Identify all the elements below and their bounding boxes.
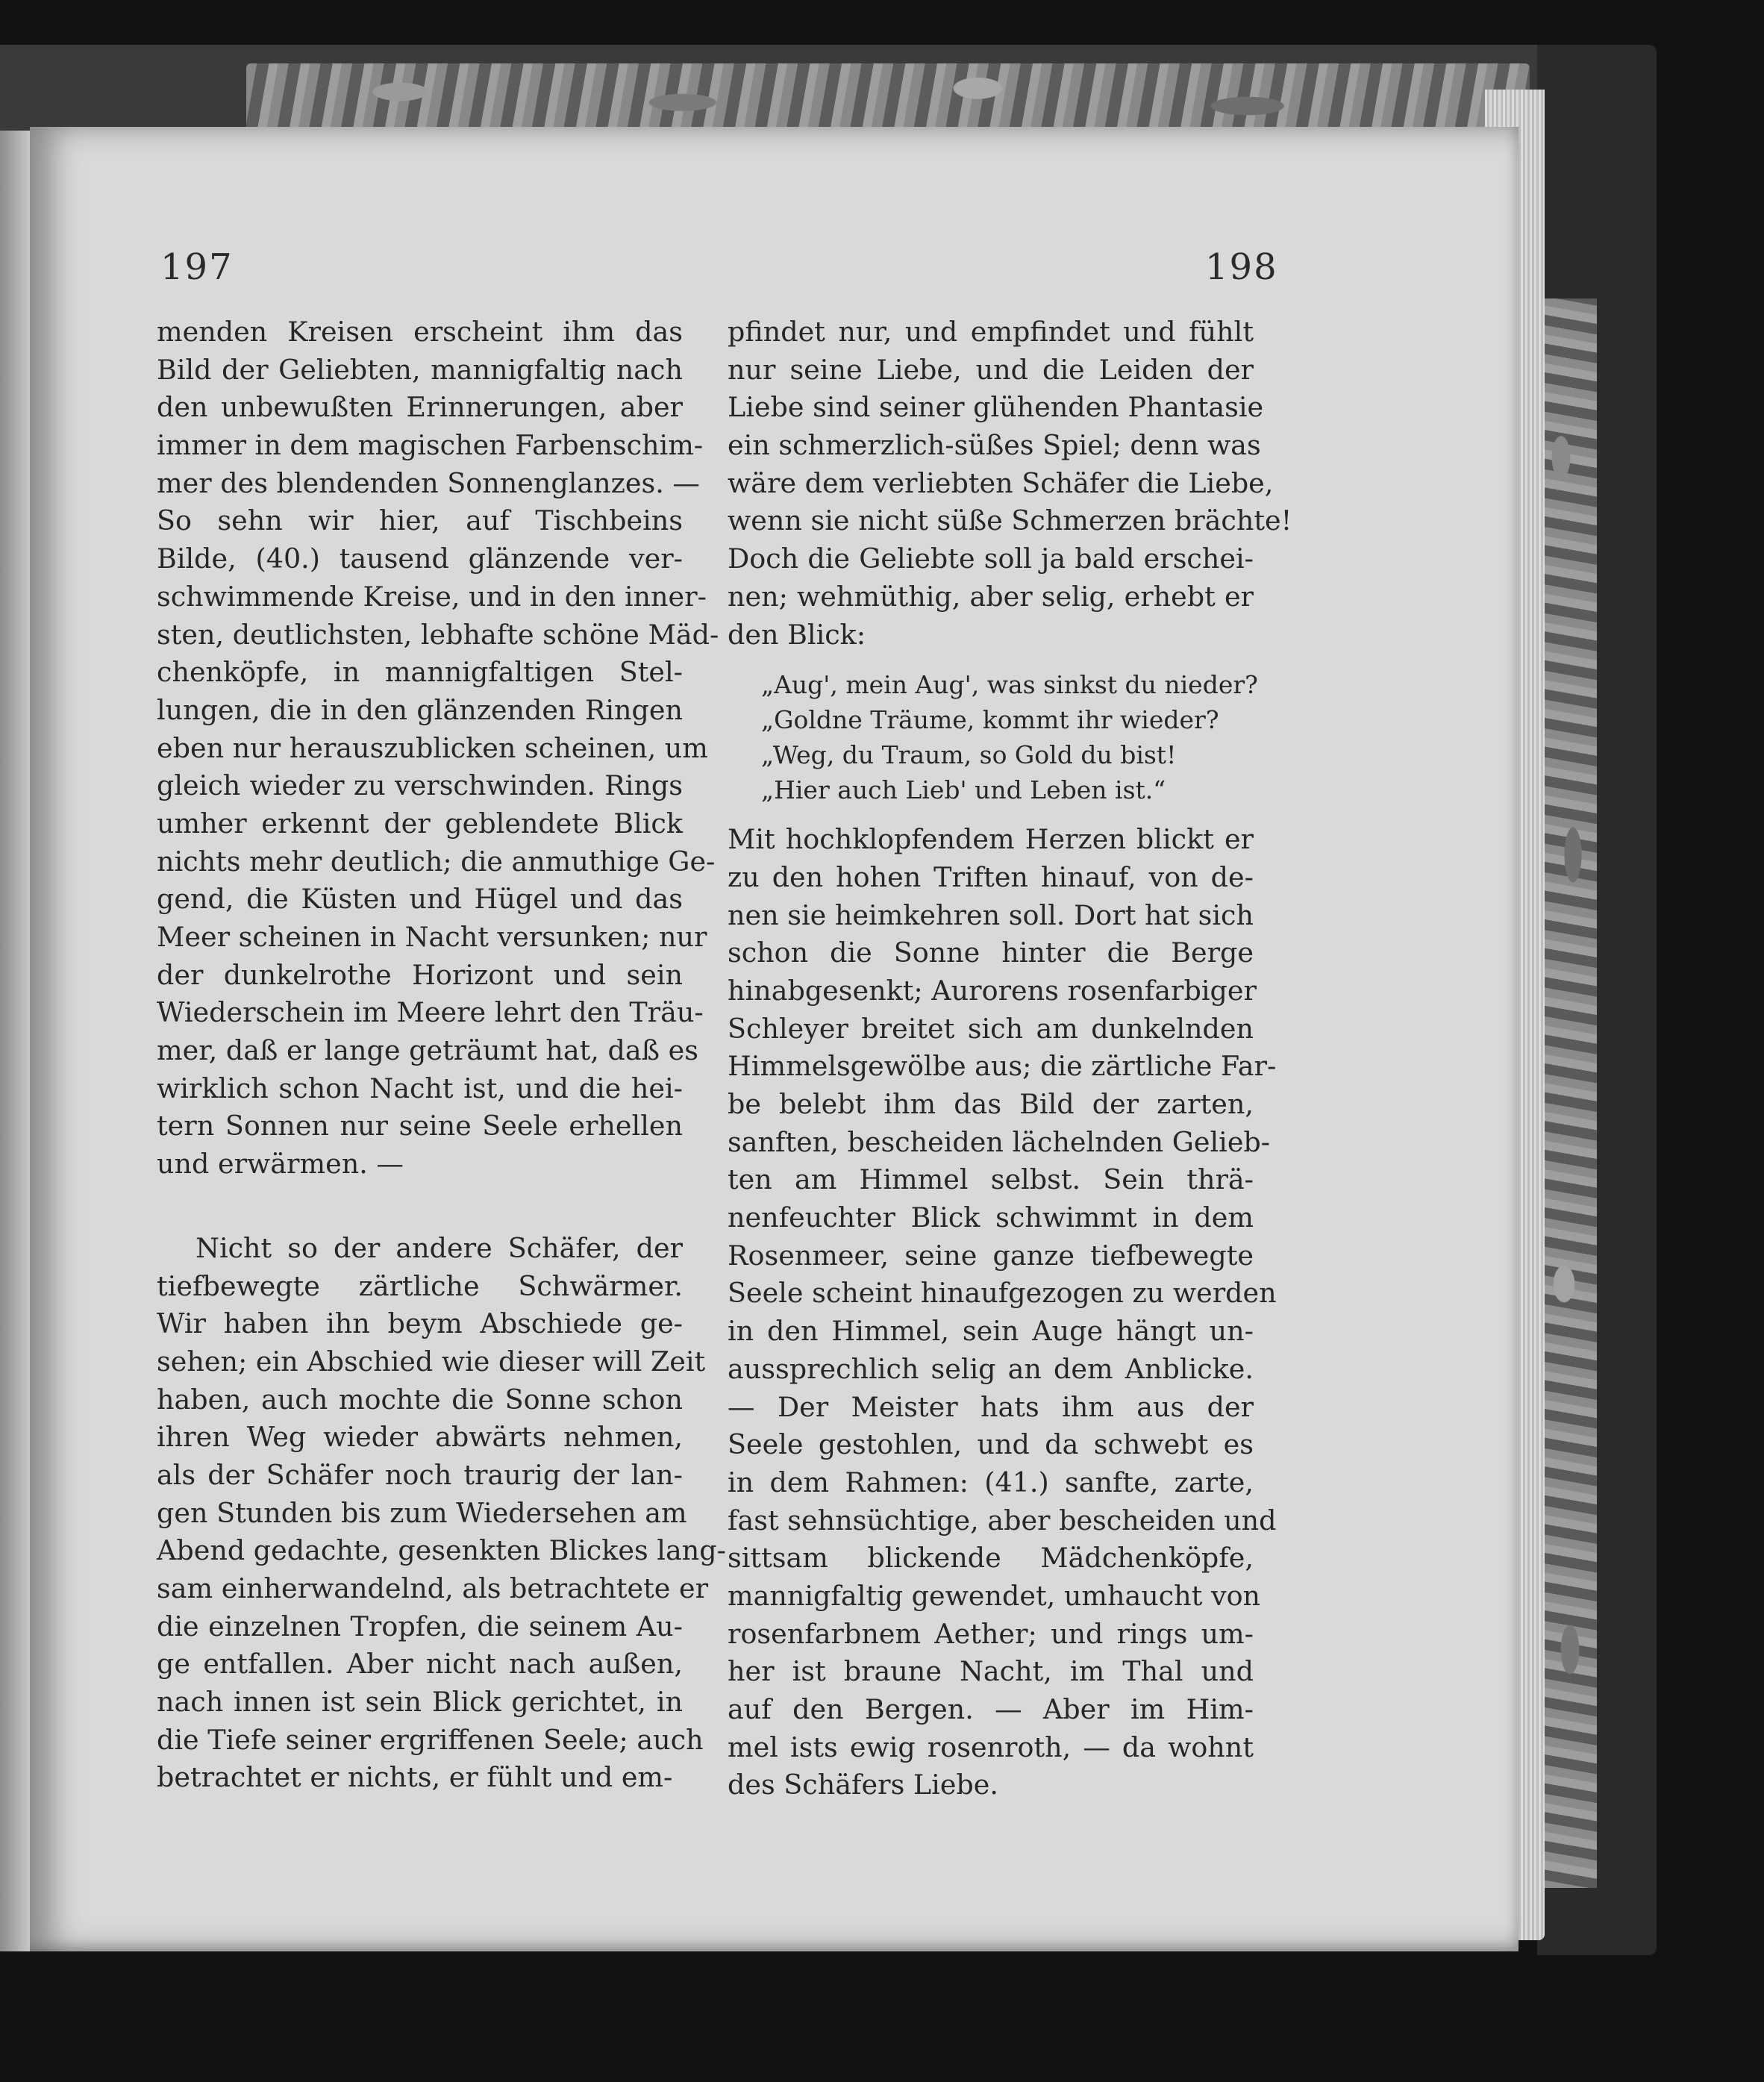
text-line: Wir haben ihn beym Abschiede ge- (157, 1307, 683, 1340)
marbled-endpaper-top (246, 63, 1530, 134)
text-line: So sehn wir hier, auf Tischbeins (157, 504, 683, 537)
text-line: betrachtet er nichts, er fühlt und em- (157, 1761, 673, 1794)
text-line: Himmelsgewölbe aus; die zärtliche Far- (728, 1050, 1277, 1083)
text-line: hinabgesenkt; Aurorens rosenfarbiger (728, 974, 1257, 1007)
right-text-column (728, 313, 1292, 1804)
text-line: der dunkelrothe Horizont und sein (157, 958, 683, 991)
text-line: nen; wehmüthig, aber selig, erhebt er (728, 580, 1254, 613)
text-line: Nicht so der andere Schäfer, der (196, 1231, 683, 1264)
text-line: sehen; ein Abschied wie dieser will Zeit (157, 1345, 706, 1378)
text-line: schon die Sonne hinter die Berge (728, 937, 1254, 969)
text-line: tiefbewegte zärtliche Schwärmer. (157, 1269, 683, 1302)
text-line: Mit hochklopfendem Herzen blickt er (728, 823, 1254, 856)
text-line: gleich wieder zu verschwinden. Rings (157, 769, 683, 802)
text-line: ein schmerzlich-süßes Spiel; denn was (728, 429, 1261, 462)
text-line: sten, deutlichsten, lebhafte schöne Mäd- (157, 618, 719, 651)
text-line: wirklich schon Nacht ist, und die hei- (157, 1072, 683, 1104)
text-line: gend, die Küsten und Hügel und das (157, 883, 683, 916)
text-line: Liebe sind seiner glühenden Phantasie (728, 391, 1264, 424)
text-line: her ist braune Nacht, im Thal und (728, 1655, 1254, 1688)
text-line: Rosenmeer, seine ganze tiefbewegte (728, 1239, 1254, 1272)
text-line: in den Himmel, sein Auge hängt un- (728, 1315, 1254, 1348)
text-line: mer, daß er lange geträumt hat, daß es (157, 1034, 698, 1067)
text-line: nichts mehr deutlich; die anmuthige Ge- (157, 845, 716, 878)
marbled-endpaper-right (1537, 298, 1597, 1888)
paragraph-gap (157, 1184, 683, 1230)
page-number-right: 198 (1205, 246, 1278, 288)
text-line: Schleyer breitet sich am dunkelnden (728, 1012, 1254, 1045)
text-line: nur seine Liebe, und die Leiden der (728, 353, 1254, 386)
text-line: lungen, die in den glänzenden Ringen (157, 693, 683, 726)
verse-line: „Hier auch Lieb' und Leben ist.“ (761, 775, 1166, 805)
text-line: mannigfaltig gewendet, umhaucht von (728, 1579, 1261, 1612)
text-line: tern Sonnen nur seine Seele erhellen (157, 1110, 683, 1142)
text-line: wäre dem verliebten Schäfer die Liebe, (728, 466, 1274, 499)
paragraph-gap (728, 654, 1254, 667)
verse-line: „Weg, du Traum, so Gold du bist! (761, 740, 1177, 770)
text-line: haben, auch mochte die Sonne schon (157, 1383, 683, 1416)
text-line: Abend gedachte, gesenkten Blickes lang- (157, 1534, 726, 1567)
text-line: den unbewußten Erinnerungen, aber (157, 391, 683, 424)
paragraph-gap (728, 807, 1254, 821)
text-line: immer in dem magischen Farbenschim- (157, 429, 704, 462)
text-line: Bilde, (40.) tausend glänzende ver- (157, 543, 683, 575)
text-line: umher erkennt der geblendete Blick (157, 807, 683, 840)
text-line: und erwärmen. — (157, 1148, 404, 1181)
text-line: mel ists ewig rosenroth, — da wohnt (728, 1731, 1254, 1763)
text-line: sanften, bescheiden lächelnden Gelieb- (728, 1125, 1271, 1158)
verse-line: „Aug', mein Aug', was sinkst du nieder? (761, 670, 1258, 700)
text-line: nenfeuchter Blick schwimmt in dem (728, 1201, 1254, 1234)
text-line: eben nur herauszublicken scheinen, um (157, 731, 708, 764)
text-line: ge entfallen. Aber nicht nach außen, (157, 1648, 683, 1681)
text-line: ihren Weg wieder abwärts nehmen, (157, 1421, 683, 1454)
text-line: rosenfarbnem Aether; und rings um- (728, 1617, 1254, 1650)
text-line: nen sie heimkehren soll. Dort hat sich (728, 898, 1254, 931)
text-line: des Schäfers Liebe. (728, 1769, 998, 1801)
text-line: ten am Himmel selbst. Sein thrä- (728, 1163, 1254, 1196)
text-line: die einzelnen Tropfen, die seinem Au- (157, 1610, 683, 1642)
text-line: Bild der Geliebten, mannigfaltig nach (157, 353, 683, 386)
text-line: wenn sie nicht süße Schmerzen brächte! (728, 504, 1292, 537)
text-line: Seele scheint hinaufgezogen zu werden (728, 1277, 1277, 1310)
left-text-column (157, 313, 726, 1797)
text-line: als der Schäfer noch traurig der lan- (157, 1458, 683, 1491)
text-line: gen Stunden bis zum Wiedersehen am (157, 1496, 687, 1529)
text-line: aussprechlich selig an dem Anblicke. (728, 1352, 1254, 1385)
text-line: nach innen ist sein Blick gerichtet, in (157, 1686, 683, 1719)
text-line: in dem Rahmen: (41.) sanfte, zarte, (728, 1466, 1254, 1498)
page-number-left: 197 (160, 246, 234, 288)
text-line: die Tiefe seiner ergriffenen Seele; auch (157, 1723, 704, 1756)
text-line: zu den hohen Triften hinauf, von de- (728, 860, 1254, 893)
text-line: chenköpfe, in mannigfaltigen Stel- (157, 656, 683, 689)
verse-line: „Goldne Träume, kommt ihr wieder? (761, 705, 1219, 735)
text-line: mer des blendenden Sonnenglanzes. — (157, 466, 700, 499)
text-line: Meer scheinen in Nacht versunken; nur (157, 921, 707, 953)
text-line: — Der Meister hats ihm aus der (728, 1390, 1254, 1423)
text-line: sittsam blickende Mädchenköpfe, (728, 1542, 1254, 1575)
left-page-edge (0, 131, 34, 1951)
text-line: auf den Bergen. — Aber im Him- (728, 1693, 1254, 1725)
text-line: Wiederschein im Meere lehrt den Träu- (157, 996, 704, 1029)
text-line: pfindet nur, und empfindet und fühlt (728, 316, 1254, 348)
text-line: Seele gestohlen, und da schwebt es (728, 1428, 1254, 1461)
text-line: schwimmende Kreise, und in den inner- (157, 580, 707, 613)
text-line: den Blick: (728, 618, 866, 651)
text-line: sam einherwandelnd, als betrachtete er (157, 1572, 709, 1604)
text-line: be belebt ihm das Bild der zarten, (728, 1088, 1254, 1120)
text-line: Doch die Geliebte soll ja bald erschei- (728, 543, 1254, 575)
text-line: fast sehnsüchtige, aber bescheiden und (728, 1504, 1277, 1537)
text-line: menden Kreisen erscheint ihm das (157, 316, 683, 348)
